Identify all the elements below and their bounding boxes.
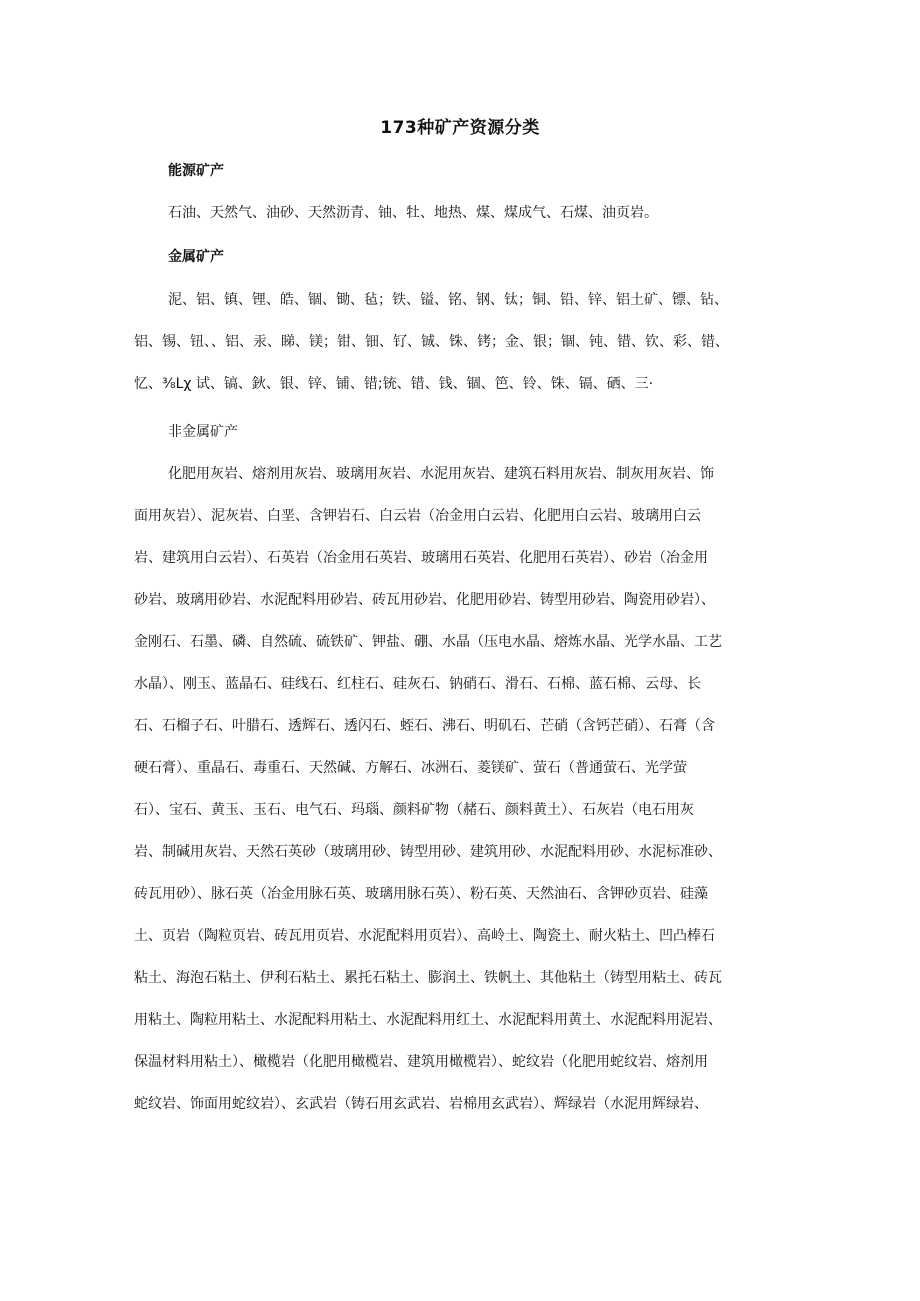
paragraph-nonmetal (134, 453, 794, 1125)
text-line: 粘土、海泡石粘土、伊利石粘土、累托石粘土、膨润土、铁帆土、其他粘土（铸型用粘土、砖瓦 (134, 970, 722, 986)
text-line: 保温材料用粘土）、橄榄岩（化肥用橄榄岩、建筑用橄榄岩）、蛇纹岩（化肥用蛇纹岩、熔剂用 (134, 1054, 708, 1070)
text-line: 用粘土、陶粒用粘土、水泥配料用粘土、水泥配料用红土、水泥配料用黄土、水泥配料用泥岩、 (134, 1012, 722, 1028)
text-line: 石）、宝石、黄玉、玉石、电气石、玛瑙、颜料矿物（赭石、颜料黄土）、石灰岩（电石用灰 (134, 802, 694, 818)
text-line: 土、页岩（陶粒页岩、砖瓦用页岩、水泥配料用页岩）、高岭土、陶瓷土、耐火粘土、凹凸棒石 (134, 928, 715, 944)
document-title: 173种矿产资源分类 (380, 118, 540, 138)
text-line: 面用灰岩）、泥灰岩、白垩、含钾岩石、白云岩（冶金用白云岩、化肥用白云岩、玻璃用白云 (134, 508, 701, 524)
section-heading-metal: 金属矿产 (168, 249, 224, 265)
text-line: 水晶）、刚玉、蓝晶石、硅线石、红柱石、硅灰石、钠硝石、滑石、石棉、蓝石棉、云母、长 (134, 676, 701, 692)
paragraph-energy (134, 192, 794, 234)
text-line: 忆、⅜Lχ 试、镐、鈥、银、锌、铺、错;铳、错、钱、锢、笆、铃、铢、镉、硒、三· (134, 376, 654, 392)
section-heading-nonmetal: 非金属矿产 (168, 424, 238, 440)
text-line: 蛇纹岩、饰面用蛇纹岩）、玄武岩（铸石用玄武岩、岩棉用玄武岩）、辉绿岩（水泥用辉绿岩、 (134, 1096, 708, 1112)
section-heading-energy: 能源矿产 (168, 163, 224, 179)
text-line: 砖瓦用砂）、脉石英（冶金用脉石英、玻璃用脉石英）、粉石英、天然油石、含钾砂页岩、硅藻 (134, 886, 708, 902)
text-line: 石、石榴子石、叶腊石、透辉石、透闪石、蛭石、沸石、明矶石、芒硝（含钙芒硝）、石膏（含 (134, 718, 715, 734)
text-line: 砂岩、玻璃用砂岩、水泥配料用砂岩、砖瓦用砂岩、化肥用砂岩、铸型用砂岩、陶瓷用砂岩）、 (134, 592, 715, 608)
text-line: 岩、建筑用白云岩）、石英岩（冶金用石英岩、玻璃用石英岩、化肥用石英岩）、砂岩（冶金用 (134, 550, 708, 566)
text-line: 岩、制碱用灰岩、天然石英砂（玻璃用砂、铸型用砂、建筑用砂、水泥配料用砂、水泥标准砂、 (134, 844, 722, 860)
text-line: 石油、天然气、油砂、天然沥青、铀、牡、地热、煤、煤成气、石煤、油页岩。 (168, 205, 658, 221)
paragraph-metal (134, 279, 794, 405)
text-line: 化肥用灰岩、熔剂用灰岩、玻璃用灰岩、水泥用灰岩、建筑石料用灰岩、制灰用灰岩、饰 (168, 466, 714, 482)
text-line: 铝、锡、钮、、铝、汞、睇、镁；钳、钿、钌、铖、铢、铐；金、银；锢、钝、错、钦、彩、错、 (134, 334, 729, 350)
text-line: 金刚石、石墨、磷、自然硫、硫铁矿、钾盐、硼、水晶（压电水晶、熔炼水晶、光学水晶、工艺 (134, 634, 722, 650)
text-line: 硬石膏）、重晶石、毒重石、天然碱、方解石、冰洲石、菱镁矿、萤石（普通萤石、光学萤 (134, 760, 687, 776)
text-line: 泥、铝、镇、锂、皓、锢、锄、毡；铁、镒、铭、钢、钛；铜、铅、锌、铝土矿、镖、钻、 (168, 292, 728, 308)
